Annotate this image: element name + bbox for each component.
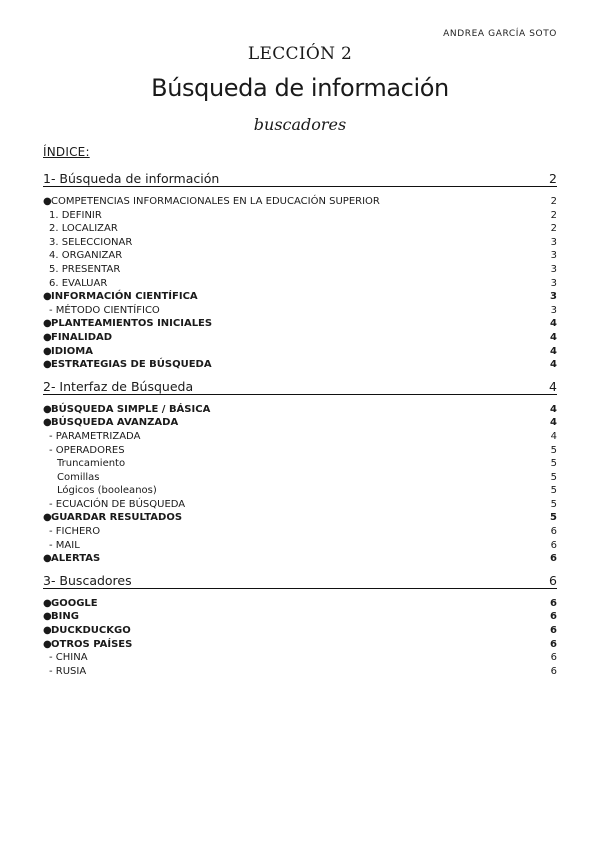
toc-entry-label: IDIOMA [51, 345, 93, 357]
section-title: 3- Buscadores [43, 572, 132, 588]
toc-entry-page: 6 [550, 553, 557, 565]
bullet-icon: ● [43, 597, 52, 609]
section-title: 1- Búsqueda de información [43, 171, 220, 186]
toc-entry[interactable] [43, 249, 557, 263]
toc-entry-page: 4 [550, 359, 557, 371]
toc-entry-label: Comillas [57, 471, 100, 483]
toc-entry-label: GUARDAR RESULTADOS [51, 512, 183, 524]
toc-entry[interactable] [43, 277, 557, 291]
toc-entry-label: GOOGLE [51, 597, 98, 609]
toc-entry-label: - MÉTODO CIENTÍFICO [49, 304, 160, 316]
section-page-number: 2 [549, 171, 557, 186]
bullet-icon: ● [43, 611, 52, 623]
toc-entry-label: - ECUACIÓN DE BÚSQUEDA [49, 498, 186, 510]
bullet-icon: ● [43, 196, 52, 207]
toc-section-heading[interactable] [43, 571, 557, 589]
toc-entry-label: - PARAMETRIZADA [49, 430, 141, 442]
page-title: Búsqueda de información [151, 74, 449, 102]
toc-entry-label: ALERTAS [51, 553, 101, 565]
section-page-number: 4 [549, 378, 557, 394]
toc-entry[interactable] [43, 457, 557, 471]
toc-entry[interactable] [43, 222, 557, 236]
toc-entry[interactable] [43, 304, 557, 318]
toc-entry-page: 4 [550, 345, 557, 357]
toc-entry-page: 4 [550, 318, 557, 330]
toc-entry[interactable] [43, 624, 557, 638]
toc-entry-label: ESTRATEGIAS DE BÚSQUEDA [51, 359, 212, 371]
bullet-icon: ● [43, 625, 52, 637]
page-subtitle: buscadores [253, 115, 347, 134]
toc-entry-page: 5 [550, 471, 557, 483]
toc-entry[interactable] [43, 511, 557, 525]
toc-entry[interactable] [43, 665, 557, 679]
bullet-icon: ● [43, 359, 52, 371]
index-heading: ÍNDICE: [43, 145, 90, 159]
toc-entry-page: 3 [550, 263, 557, 275]
toc-entry-label: INFORMACIÓN CIENTÍFICA [51, 291, 198, 303]
toc-entry-label: PLANTEAMIENTOS INICIALES [51, 318, 213, 330]
section-page-number: 6 [549, 572, 557, 588]
toc-entry-label: FINALIDAD [51, 331, 113, 343]
toc-entry-page: 3 [550, 250, 557, 262]
toc-entry-label: 5. PRESENTAR [49, 263, 121, 275]
toc-entry-page: 4 [550, 430, 557, 442]
toc-entry[interactable] [43, 331, 557, 345]
author-name: ANDREA GARCÍA SOTO [443, 29, 557, 39]
toc-entry-label: DUCKDUCKGO [51, 625, 131, 637]
toc-entry-page: 6 [550, 597, 557, 609]
toc-entry-page: 3 [550, 291, 557, 303]
toc-entry-page: 2 [550, 223, 557, 235]
toc-section-heading[interactable] [43, 169, 557, 187]
toc-entry[interactable] [43, 209, 557, 223]
toc-entry-label: - FICHERO [49, 526, 101, 538]
toc-entry-label: Truncamiento [57, 458, 126, 470]
toc-entry[interactable] [43, 525, 557, 539]
bullet-icon: ● [43, 345, 52, 357]
toc-entry-page: 3 [550, 236, 557, 248]
toc-entry[interactable] [43, 651, 557, 665]
toc-entry[interactable] [43, 484, 557, 498]
toc-entry-page: 6 [550, 625, 557, 637]
table-of-contents [43, 169, 557, 678]
toc-entry-page: 6 [550, 665, 557, 677]
toc-entry-page: 6 [550, 638, 557, 650]
toc-entry[interactable] [43, 597, 557, 611]
toc-entry[interactable] [43, 471, 557, 485]
bullet-icon: ● [43, 331, 52, 343]
toc-entry[interactable] [43, 403, 557, 417]
toc-entry[interactable] [43, 345, 557, 359]
toc-entry[interactable] [43, 317, 557, 331]
toc-section-heading[interactable] [43, 377, 557, 395]
toc-entry[interactable] [43, 236, 557, 250]
toc-entry-label: BÚSQUEDA SIMPLE / BÁSICA [51, 403, 211, 415]
toc-entry-label: 1. DEFINIR [49, 209, 102, 221]
toc-entry-label: BÚSQUEDA AVANZADA [51, 417, 179, 429]
toc-entry-label: OTROS PAÍSES [51, 638, 133, 650]
toc-entry-page: 4 [550, 403, 557, 415]
toc-entry[interactable] [43, 195, 557, 209]
section-title: 2- Interfaz de Búsqueda [43, 378, 194, 394]
toc-entry-page: 3 [550, 277, 557, 289]
toc-entry-label: - RUSIA [49, 665, 87, 677]
bullet-icon: ● [43, 638, 52, 650]
toc-entry[interactable] [43, 638, 557, 652]
bullet-icon: ● [43, 553, 52, 565]
toc-entry[interactable] [43, 358, 557, 372]
toc-entry-label: - OPERADORES [49, 444, 125, 456]
toc-entry-page: 5 [550, 512, 557, 524]
toc-entry-label: COMPETENCIAS INFORMACIONALES EN LA EDUCACIÓN SUPERIOR [51, 196, 380, 207]
toc-entry-page: 6 [550, 526, 557, 538]
toc-entry[interactable] [43, 416, 557, 430]
bullet-icon: ● [43, 417, 52, 429]
toc-entry[interactable] [43, 498, 557, 512]
bullet-icon: ● [43, 291, 52, 303]
toc-entry[interactable] [43, 539, 557, 553]
bullet-icon: ● [43, 403, 52, 415]
toc-entry-page: 4 [550, 417, 557, 429]
toc-entry-label: 4. ORGANIZAR [49, 250, 123, 262]
toc-entry-label: 6. EVALUAR [49, 277, 108, 289]
toc-entry-label: 3. SELECCIONAR [49, 236, 133, 248]
toc-entry-label: - CHINA [49, 652, 88, 664]
toc-entry-page: 3 [550, 304, 557, 316]
toc-entry-page: 6 [550, 611, 557, 623]
toc-entry-page: 4 [550, 331, 557, 343]
toc-entry-page: 6 [550, 652, 557, 664]
toc-entry-page: 5 [550, 485, 557, 497]
toc-entry[interactable] [43, 263, 557, 277]
toc-entry-page: 2 [550, 196, 557, 207]
toc-entry-label: - MAIL [49, 539, 80, 551]
toc-entry[interactable] [43, 610, 557, 624]
toc-entry-page: 2 [550, 209, 557, 221]
toc-entry[interactable] [43, 552, 557, 566]
toc-entry-page: 5 [550, 498, 557, 510]
lesson-number: LECCIÓN 2 [247, 44, 353, 64]
toc-entry[interactable] [43, 290, 557, 304]
toc-entry-page: 5 [550, 458, 557, 470]
bullet-icon: ● [43, 318, 52, 330]
toc-entry-label: BING [51, 611, 79, 623]
toc-entry-page: 5 [550, 444, 557, 456]
toc-entry[interactable] [43, 444, 557, 458]
toc-entry[interactable] [43, 430, 557, 444]
toc-entry-label: Lógicos (booleanos) [57, 485, 157, 497]
toc-entry-label: 2. LOCALIZAR [49, 223, 118, 235]
toc-entry-page: 6 [550, 539, 557, 551]
bullet-icon: ● [43, 512, 52, 524]
